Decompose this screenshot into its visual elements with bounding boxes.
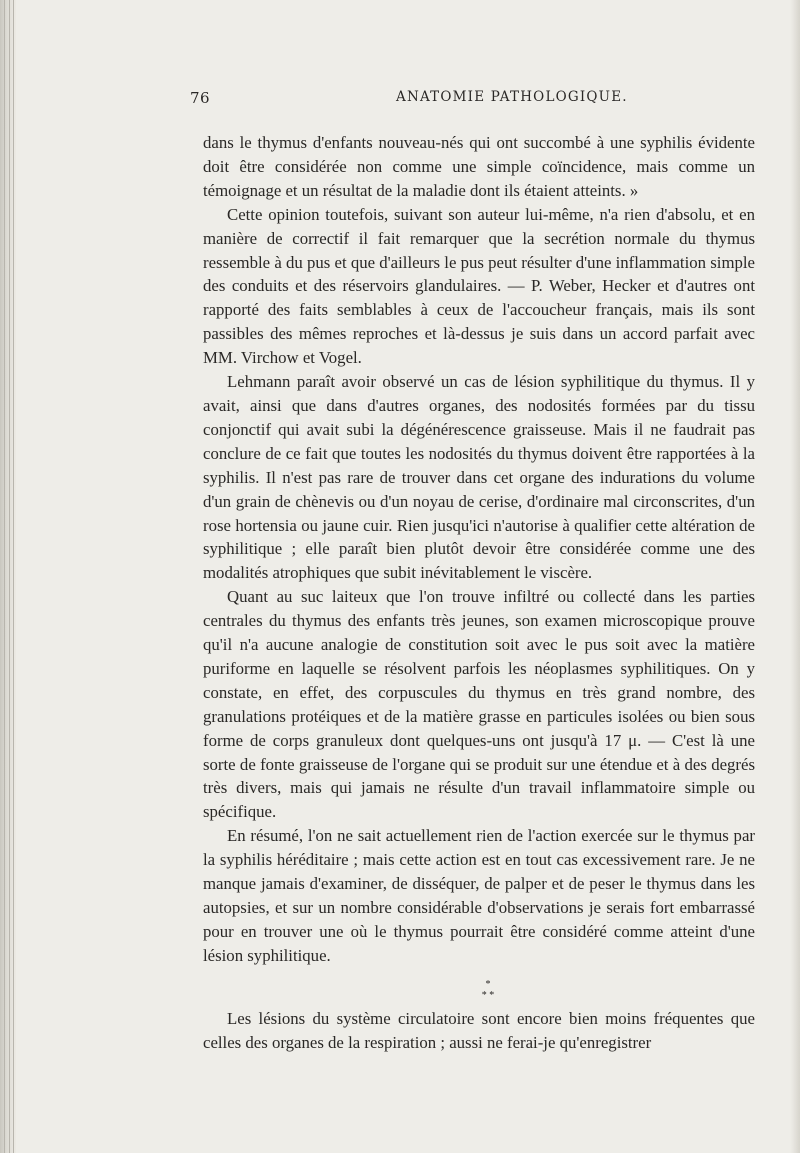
paragraph: Cette opinion toutefois, suivant son auteur lui-même, n'a rien d'absolu, et en manière de correctif il fait remarquer que la secrétion normale du thymus ressemble à du pus et que d'ailleurs le pus peut résulter d'une inflammation simple des conduits et des réservoirs glandulaires. — P. Weber, Hecker et d'autres ont rapporté des faits semblables à ceux de l'accoucheur français, mais ils sont passibles des mêmes reproches et là-dessus je suis dans un accord parfait avec MM. Virchow et Vogel. [203,204,755,368]
asterism-bottom: * * [481,989,495,1001]
paragraph: En résumé, l'on ne sait actuellement rien de l'action exercée sur le thymus par la syphilis héréditaire ; mais cette action est en tout cas excessivement rare. Je ne manque jamais d'examiner, de disséquer, de palper et de peser le thymus dans les autopsies, et sur un nombre considérable d'observations je serais fort embarrassé pour en trouver une où le thymus pourrait être considéré comme atteint d'une lésion syphilitique. [203,826,755,965]
page-number: 76 [190,89,211,107]
asterism-top: * [485,978,491,990]
paragraph: Quant au suc laiteux que l'on trouve infiltré ou collecté dans les parties centrales du thymus des enfants très jeunes, son examen microscopique prouve qu'il n'a aucune analogie de constitution soit avec le pus soit avec la matière puriforme en laquelle se résolvent parfois les néoplasmes syphilitiques. On y constate, en effet, des corpuscules du thymus en très grand nombre, des granulations protéiques et de la matière grasse en particules isolées ou bien sous forme de corps granuleux dont quelques-uns ont jusqu'à 17 μ. — C'est là une sorte de fonte graisseuse de l'organe qui se produit sur une étendue et à des degrés très divers, mais qui jamais ne résulte d'un travail inflammatoire simple ou spécifique. [203,587,755,822]
body-text [203,131,755,1055]
binding-line [9,0,10,1153]
binding-line [4,0,5,1153]
running-title: ANATOMIE PATHOLOGIQUE. [396,89,628,105]
section-asterism [203,979,755,1001]
paragraph: Lehmann paraît avoir observé un cas de lésion syphilitique du thymus. Il y avait, ainsi que dans d'autres organes, des nodosités formées par du tissu conjonctif qui avait subi la dégénérescence graisseuse. Mais il ne faudrait pas conclure de ce fait que toutes les nodosités du thymus doivent être rapportées à la syphilis. Il n'est pas rare de trouver dans cet organe des indurations du volume d'un grain de chènevis ou d'un noyau de cerise, d'ordinaire mal circonscrites, d'un rose hortensia ou jaune cuir. Rien jusqu'ici n'autorise à qualifier cette altération de syphilitique ; elle paraît bien plutôt devoir être considérée comme une des modalités atrophiques que subit inévitablement le viscère. [203,372,755,583]
page-edge-shadow [790,0,800,1153]
binding-line [13,0,14,1153]
paragraph: Les lésions du système circulatoire sont encore bien moins fréquentes que celles des organes de la respiration ; aussi ne ferai-je qu'enregistrer [203,1008,755,1052]
page-header [190,89,750,113]
paragraph: dans le thymus d'enfants nouveau-nés qui ont succombé à une syphilis évidente doit être considérée non comme une simple coïncidence, mais comme un témoignage et un résultat de la maladie dont ils étaient atteints. » [203,133,755,200]
